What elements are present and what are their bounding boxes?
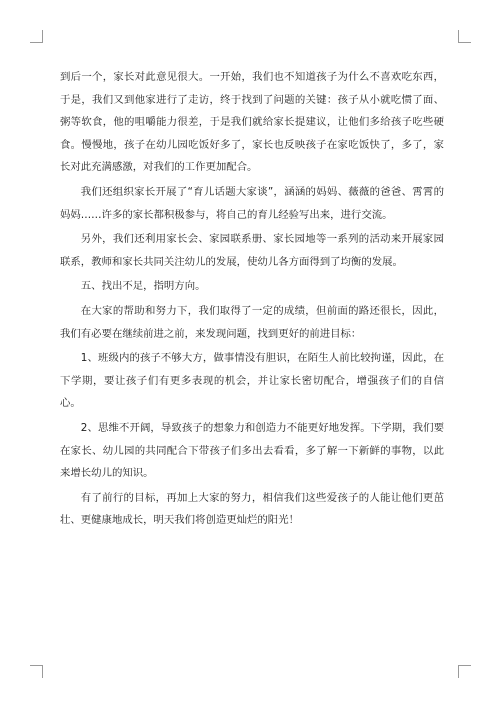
paragraph-goal-confidence: 1、班级内的孩子不够大方，做事情没有胆识，在陌生人前比较拘谨，因此，在下学期，要让孩子们有更多表现的机会，并让家长密切配合，增强孩子们的自信心。	[60, 352, 444, 410]
paragraph-next-goals-intro: 在大家的帮助和努力下，我们取得了一定的成绩，但前面的路还很长，因此，我们有必要在继续前进之前，来发现问题，找到更好的前进目标：	[60, 304, 444, 340]
paragraph-conclusion: 有了前行的目标，再加上大家的努力，相信我们这些爱孩子的人能让他们更茁壮、更健康地成长，明天我们将创造更灿烂的阳光！	[60, 491, 444, 527]
paragraph-parenting-talk: 我们还组织家长开展了“育儿话题大家谈”，涵涵的妈妈、薇薇的爸爸、霄霄的妈妈……许多的家长都积极参与，将自己的育儿经验写出来，进行交流。	[60, 185, 444, 221]
crop-mark-top-right	[458, 30, 471, 43]
crop-mark-top-left	[30, 30, 43, 43]
document-body	[60, 66, 444, 534]
crop-mark-bottom-left	[30, 665, 43, 678]
paragraph-goal-imagination: 2、思维不开阔，导致孩子的想象力和创造力不能更好地发挥。下学期，我们要在家长、幼儿园的共同配合下带孩子们多出去看看，多了解一下新鲜的事物，以此来增长幼儿的知识。	[60, 421, 444, 480]
paragraph-home-school-contact: 另外，我们还利用家长会、家园联系册、家长园地等一系列的活动来开展家园联系，教师和家长共同关注幼儿的发展，使幼儿各方面得到了均衡的发展。	[60, 233, 444, 268]
paragraph-family-visit: 到后一个，家长对此意见很大。一开始，我们也不知道孩子为什么不喜欢吃东西，于是，我们又到他家进行了走访，终于找到了问题的关键：孩子从小就吃惯了面、粥等软食，他的咀嚼能力很差，于是我们就给家长提建议，让他们多给孩子吃些硬食。慢慢地，孩子在幼儿园吃饭好多了，家长也反映孩子在家吃饭快了，多了，家长对此充满感激，对我们的工作更加配合。	[60, 71, 444, 174]
section-heading-shortcomings: 五、找出不足，指明方向。	[80, 280, 206, 293]
crop-mark-bottom-right	[458, 665, 471, 678]
